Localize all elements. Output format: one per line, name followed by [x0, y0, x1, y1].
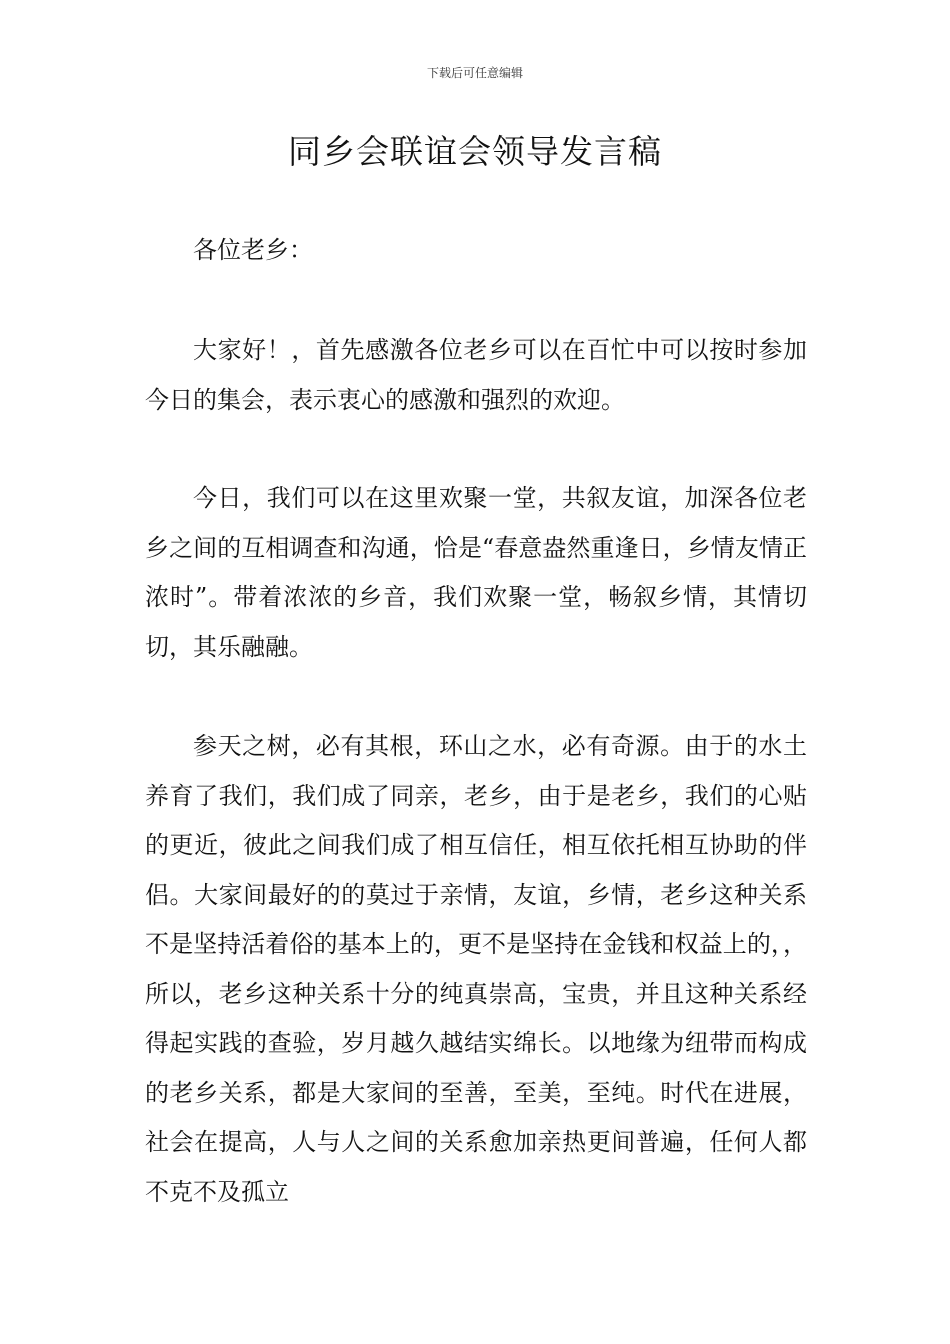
paragraph-greeting: [145, 326, 807, 425]
paragraph-text: 参天之树，必有其根，环山之水，必有奇源。由于的水土养育了我们，我们成了同亲，老乡，由于是老乡，我们的心贴的更近，彼此之间我们成了相互信任，相互依托相互协助的伴侣。大家间最好的的莫过于亲情，友谊，乡情，老乡这种关系不是坚持活着俗的基本上的，更不是坚持在金钱和权益上的，，所以，老乡这种关系十分的纯真崇高，宝贵，并且这种关系经得起实践的查验，岁月越久越结实绵长。以地缘为纽带而构成的老乡关系，都是大家间的至善，至美，至纯。时代在进展，社会在提高，人与人之间的关系愈加亲热更间普遍，任何人都不克不及孤立: [145, 732, 807, 1206]
document-title: 同乡会联谊会领导发言稿: [288, 132, 662, 171]
paragraph-text: 各位老乡：: [193, 236, 313, 264]
paragraph-gathering: [145, 474, 807, 672]
paragraph-roots: [145, 722, 807, 1217]
paragraph-text: 今日，我们可以在这里欢聚一堂，共叙友谊，加深各位老乡之间的互相调查和沟通，恰是“春意盎然重逢日，乡情友情正浓时”。带着浓浓的乡音，我们欢聚一堂，畅叙乡情，其情切切，其乐融融。: [145, 484, 807, 661]
paragraph-salutation: [145, 226, 807, 276]
header-note: 下载后可任意编辑: [426, 66, 523, 80]
paragraph-text: 大家好！，首先感激各位老乡可以在百忙中可以按时参加今日的集会，表示衷心的感激和强烈的欢迎。: [145, 336, 807, 414]
